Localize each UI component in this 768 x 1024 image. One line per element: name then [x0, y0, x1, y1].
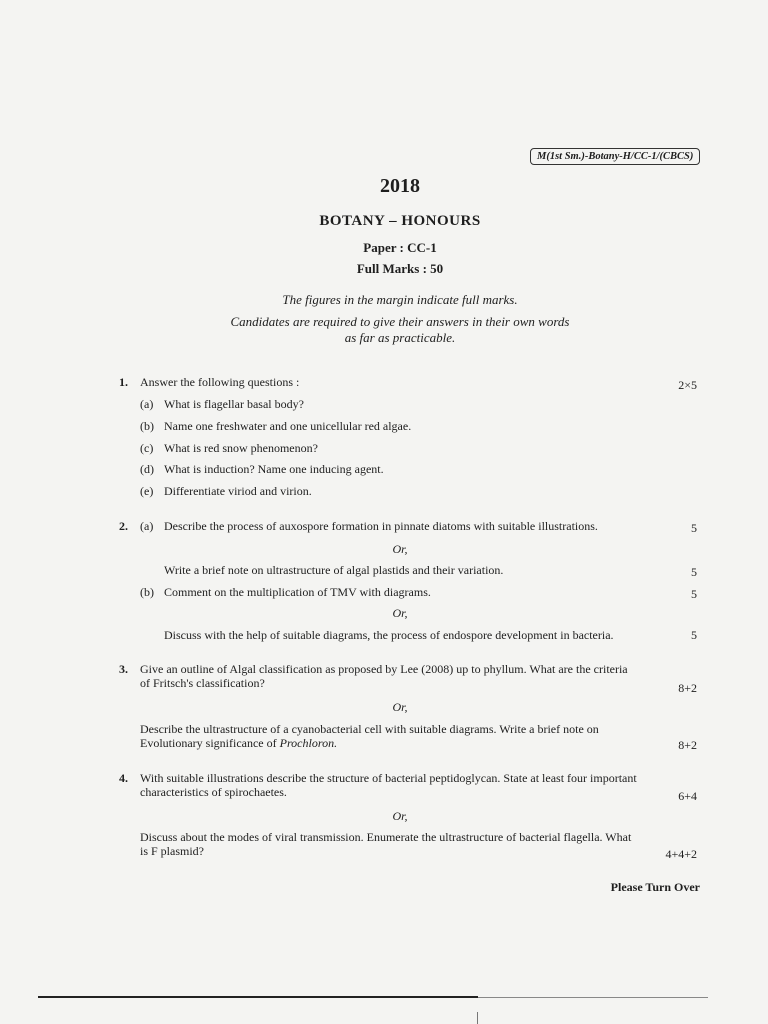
q3-alt-line-2-text: Evolutionary significance of [140, 736, 277, 750]
q3-alt-line-1: Describe the ultrastructure of a cyanobacterial cell with suitable diagrams. Write a brief note on [140, 722, 599, 736]
instruction-line-2: as far as practicable. [344, 330, 456, 345]
q1-part-d-label: (d) [140, 462, 154, 476]
q3-number: 3. [119, 662, 128, 676]
q3-line-2: of Fritsch's classification? [140, 676, 265, 690]
q4-marks: 6+4 [678, 789, 697, 803]
q2-part-b-marks: 5 [691, 587, 697, 601]
q2-part-a-marks: 5 [691, 521, 697, 535]
q2-part-a-alternative: Write a brief note on ultrastructure of algal plastids and their variation. [164, 563, 504, 577]
q4-number: 4. [119, 771, 128, 785]
q2-part-a-text: Describe the process of auxospore formation in pinnate diatoms with suitable illustrations. [164, 519, 598, 533]
instruction-line-1: Candidates are required to give their answers in their own words [230, 314, 570, 329]
exam-year: 2018 [380, 175, 420, 197]
paper-label: Paper : CC-1 [363, 240, 437, 255]
q2-part-b-alt-marks: 5 [691, 628, 697, 642]
scan-mark [477, 1012, 478, 1024]
q1-part-e-label: (e) [140, 484, 154, 498]
q3-alt-italic-term: Prochloron. [279, 736, 338, 750]
please-turn-over: Please Turn Over [610, 880, 700, 894]
q3-or: Or, [392, 700, 408, 714]
q1-part-b-text: Name one freshwater and one unicellular red algae. [164, 419, 412, 433]
q3-alt-line-2 [140, 736, 337, 750]
q1-part-e-text: Differentiate viriod and virion. [164, 484, 312, 498]
q1-part-a-text: What is flagellar basal body? [164, 397, 304, 411]
q1-marks: 2×5 [678, 378, 697, 392]
subject-title: BOTANY – HONOURS [319, 213, 481, 229]
q2-part-b-label: (b) [140, 585, 154, 599]
instruction-marks: The figures in the margin indicate full marks. [282, 292, 518, 307]
q1-part-b-label: (b) [140, 419, 154, 433]
bottom-rule-faint [478, 997, 708, 998]
q2-or-1: Or, [392, 542, 408, 556]
q1-part-d-text: What is induction? Name one inducing agent. [164, 462, 384, 476]
instruction-own-words [0, 314, 768, 346]
q4-alt-line-1: Discuss about the modes of viral transmission. Enumerate the ultrastructure of bacterial flagella. What [140, 830, 632, 844]
q2-part-b-alternative: Discuss with the help of suitable diagrams, the process of endospore development in bacteria. [164, 628, 614, 642]
q2-part-a-alt-marks: 5 [691, 565, 697, 579]
full-marks: Full Marks : 50 [356, 261, 444, 276]
q4-line-1: With suitable illustrations describe the structure of bacterial peptidoglycan. State at least four important [140, 771, 637, 785]
paper-code: M(1st Sm.)-Botany-H/CC-1/(CBCS) [530, 148, 700, 165]
q4-or: Or, [392, 809, 408, 823]
q1-text: Answer the following questions : [140, 375, 300, 389]
q2-number: 2. [119, 519, 128, 533]
q1-part-c-label: (c) [140, 441, 154, 455]
q3-line-1: Give an outline of Algal classification as proposed by Lee (2008) up to phyllum. What are the criteria [140, 662, 628, 676]
q1-number: 1. [119, 375, 128, 389]
q2-part-a-label: (a) [140, 519, 154, 533]
q1-part-a-label: (a) [140, 397, 154, 411]
q4-alt-line-2: is F plasmid? [140, 844, 205, 858]
q3-alt-marks: 8+2 [678, 738, 697, 752]
q1-part-c-text: What is red snow phenomenon? [164, 441, 318, 455]
q4-line-2: characteristics of spirochaetes. [140, 785, 287, 799]
bottom-rule [38, 996, 478, 998]
q4-alt-marks: 4+4+2 [665, 847, 697, 861]
q2-or-2: Or, [392, 606, 408, 620]
q2-part-b-text: Comment on the multiplication of TMV with diagrams. [164, 585, 431, 599]
q3-marks: 8+2 [678, 681, 697, 695]
